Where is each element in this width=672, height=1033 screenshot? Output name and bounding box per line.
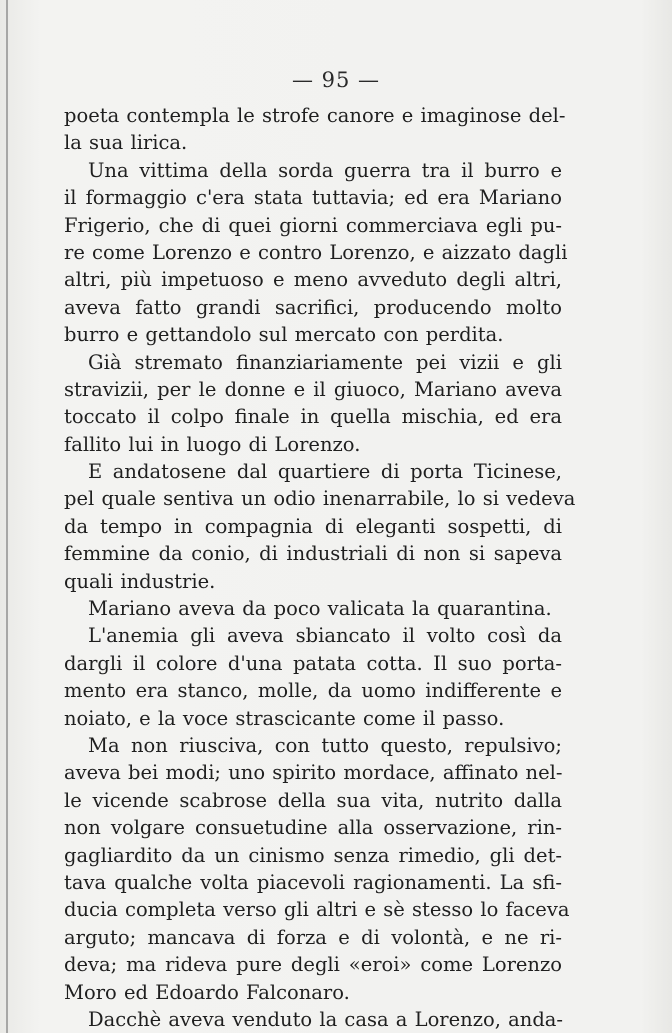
text-line: stravizii, per le donne e il giuoco, Mariano aveva bbox=[64, 377, 562, 401]
text-line: E andatosene dal quartiere di porta Ticinese, bbox=[88, 460, 562, 484]
text-line: Mariano aveva da poco valicata la quarantina. bbox=[88, 597, 552, 621]
text-line: quali industrie. bbox=[64, 569, 216, 593]
text-line: gagliardito da un cinismo senza rimedio, gli det- bbox=[64, 843, 562, 867]
text-line: altri, più impetuoso e meno avveduto degli altri, bbox=[64, 268, 562, 292]
text-line: pel quale sentiva un odio inenarrabile, lo si vedeva bbox=[64, 487, 576, 511]
text-line: toccato il colpo finale in quella mischia, ed era bbox=[64, 405, 562, 429]
text-line: il formaggio c'era stata tuttavia; ed era Mariano bbox=[64, 186, 562, 210]
text-line: Frigerio, che di quei giorni commerciava egli pu- bbox=[64, 213, 562, 237]
body-text bbox=[64, 102, 576, 1033]
text-line: L'anemia gli aveva sbiancato il volto così da bbox=[88, 624, 562, 648]
text-line: femmine da conio, di industriali di non si sapeva bbox=[64, 542, 562, 566]
text-line: poeta contempla le strofe canore e imaginose del- bbox=[64, 104, 566, 127]
text-line: burro e gettandolo sul mercato con perdita. bbox=[64, 323, 504, 347]
text-line: le vicende scabrose della sua vita, nutrito dalla bbox=[64, 788, 562, 812]
text-line: re come Lorenzo e contro Lorenzo, e aizzato dagli bbox=[64, 240, 568, 264]
text-line: tava qualche volta piacevoli ragionamenti. La sfi- bbox=[64, 870, 562, 894]
text-line: Già stremato finanziariamente pei vizii e gli bbox=[88, 350, 562, 374]
text-line: da tempo in compagnia di eleganti sospetti, di bbox=[64, 514, 562, 538]
text-line: fallito lui in luogo di Lorenzo. bbox=[64, 432, 361, 456]
page-edge-shadow bbox=[6, 0, 8, 1033]
text-line: Moro ed Edoardo Falconaro. bbox=[64, 980, 350, 1004]
text-line: noiato, e la voce strascicante come il passo. bbox=[64, 706, 505, 730]
text-line: deva; ma rideva pure degli «eroi» come Lorenzo bbox=[64, 953, 562, 977]
text-line: arguto; mancava di forza e di volontà, e ne ri- bbox=[64, 925, 562, 949]
text-line: Ma non riusciva, con tutto questo, repulsivo; bbox=[88, 733, 562, 757]
text-line: non volgare consuetudine alla osservazione, rin- bbox=[64, 816, 562, 840]
text-line: aveva bei modi; uno spirito mordace, affinato nel- bbox=[64, 761, 563, 785]
text-line: aveva fatto grandi sacrifici, producendo molto bbox=[64, 295, 562, 319]
text-line: dargli il colore d'una patata cotta. Il suo porta- bbox=[64, 651, 562, 675]
text-line: Una vittima della sorda guerra tra il burro e bbox=[88, 158, 562, 182]
text-line: Dacchè aveva venduto la casa a Lorenzo, anda- bbox=[88, 1007, 564, 1031]
text-line: mento era stanco, molle, da uomo indifferente e bbox=[64, 679, 562, 703]
text-line: ducia completa verso gli altri e sè stesso lo faceva bbox=[64, 898, 570, 922]
page-number: — 95 — bbox=[291, 68, 381, 92]
text-line: la sua lirica. bbox=[64, 131, 188, 155]
